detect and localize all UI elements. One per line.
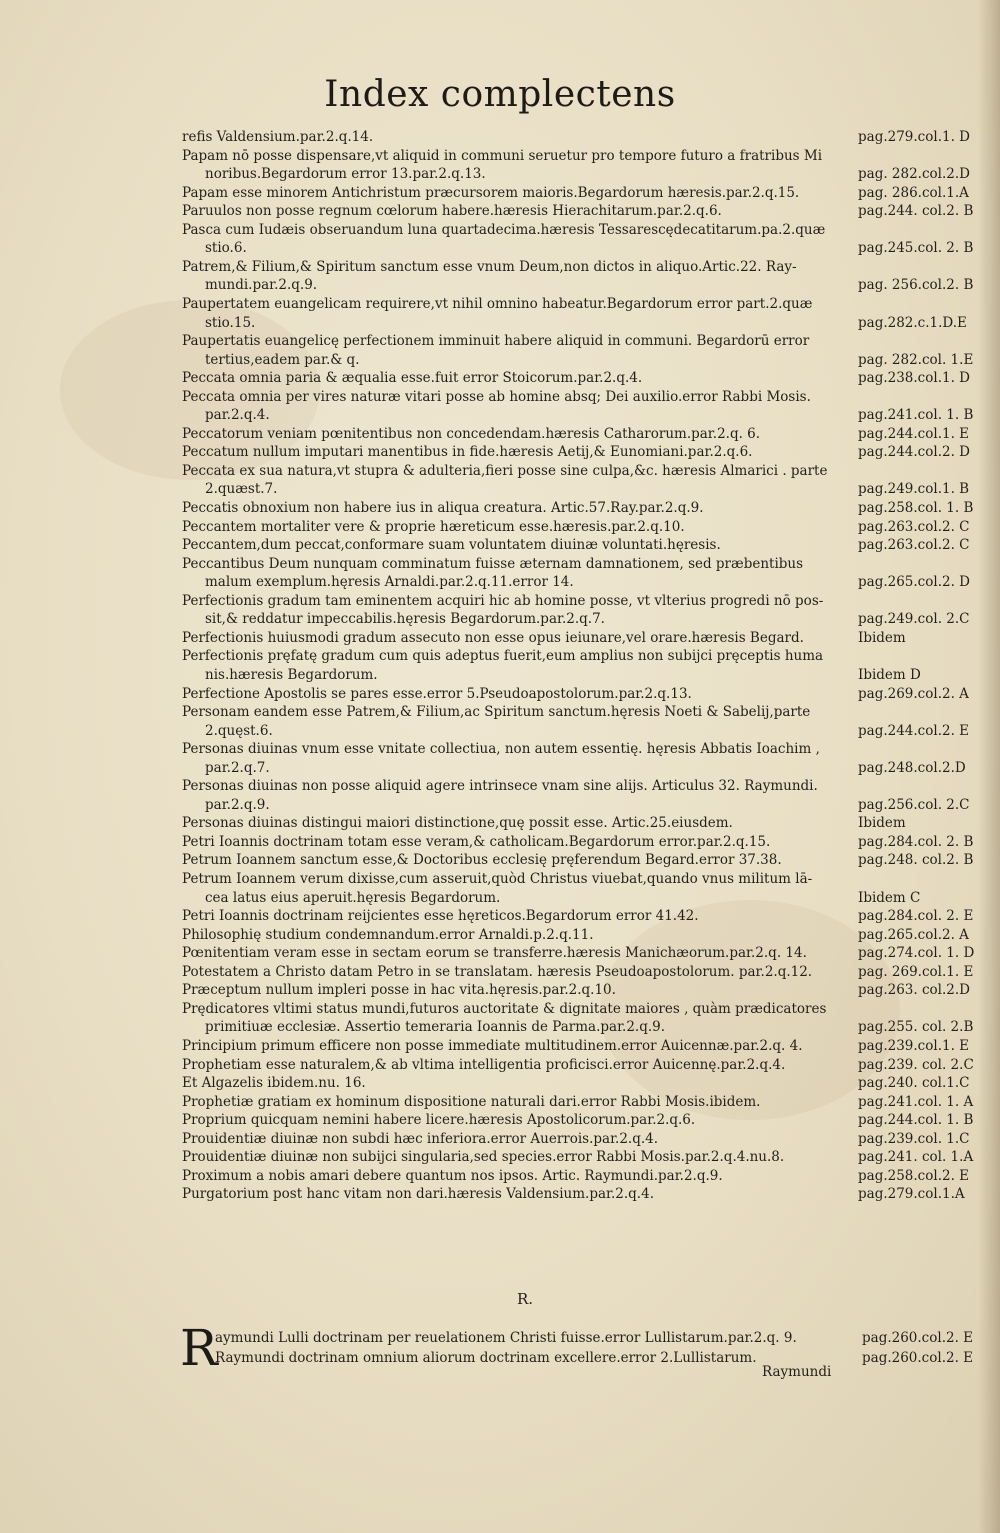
entry-text: Peccantem,dum peccat,conformare suam voluntatem diuinæ voluntati.hęresis. <box>182 537 721 554</box>
entry-text: Petrum Ioannem sanctum esse,& Doctoribus ecclesię pręferendum Begard.error 37.38. <box>182 852 782 869</box>
entry-continuation: par.2.q.7. <box>205 759 270 776</box>
entry-text: Philosophię studium condemnandum.error Arnaldi.p.2.q.11. <box>182 926 594 943</box>
entry-text: Petri Ioannis doctrinam totam esse veram,& catholicam.Begardorum error.par.2.q.15. <box>182 833 771 850</box>
page-reference: pag.239.col. 1.C <box>858 1130 970 1147</box>
page-reference: pag.249.col. 2.C <box>858 611 970 628</box>
entry-text: Peccantem mortaliter vere & proprie hæreticum esse.hæresis.par.2.q.10. <box>182 518 685 535</box>
page-reference: pag.238.col.1. D <box>858 370 970 387</box>
entry-text: Personam eandem esse Patrem,& Filium,ac Spiritum sanctum.hęresis Noeti & Sabelij,parte <box>182 704 811 721</box>
entry-text: Principium primum efficere non posse immediate multitudinem.error Auicennæ.par.2.q. 4. <box>182 1037 803 1054</box>
entry-text: Perfectionis gradum tam eminentem acquiri hic ab homine posse, vt vlterius progredi nō pos- <box>182 592 824 609</box>
entry-text: aymundi Lulli doctrinam per reuelationem Christi fuisse.error Lullistarum.par.2.q. 9. <box>215 1330 797 1346</box>
entry-text: Paupertatis euangelicę perfectionem imminuit habere aliquid in communi. Begardorū error <box>182 333 810 350</box>
page-reference: pag.260.col.2. E <box>862 1350 974 1366</box>
page-reference: pag. 269.col.1. E <box>858 963 974 980</box>
page-reference: Ibidem <box>858 629 906 646</box>
page-reference: pag.284.col. 2. E <box>858 908 974 925</box>
page-reference: pag.241. col. 1.A <box>858 1149 974 1166</box>
entry-continuation: sit,& reddatur impeccabilis.hęresis Begardorum.par.2.q.7. <box>205 611 605 628</box>
page-reference: pag.263.col.2. C <box>858 537 970 554</box>
page-reference: pag.244.col. 1. B <box>858 1112 974 1129</box>
entry-continuation: tertius,eadem par.& q. <box>205 351 360 368</box>
entry-text: Paupertatem euangelicam requirere,vt nihil omnino habeatur.Begardorum error part.2.quæ <box>182 295 813 312</box>
page-reference: pag.245.col. 2. B <box>858 240 974 257</box>
page-reference: pag.248. col.2. B <box>858 852 974 869</box>
page-reference: pag.258.col.2. E <box>858 1167 970 1184</box>
page-reference: pag.249.col.1. B <box>858 481 970 498</box>
entry-text: Prophetiam esse naturalem,& ab vltima intelligentia proficisci.error Auicennę.par.2.q.4. <box>182 1056 786 1073</box>
entry-text: Purgatorium post hanc vitam non dari.hæresis Valdensium.par.2.q.4. <box>182 1186 654 1203</box>
page-reference: pag.239.col.1. E <box>858 1037 970 1054</box>
page-reference: pag.279.col.1.A <box>858 1186 965 1203</box>
entry-text: Pœnitentiam veram esse in sectam eorum se transferre.hæresis Manichæorum.par.2.q. 14. <box>182 945 807 962</box>
page-reference: pag.263. col.2.D <box>858 982 970 999</box>
page-reference: Ibidem C <box>858 889 921 906</box>
entry-text: Peccatorum veniam pœnitentibus non concedendam.hæresis Catharorum.par.2.q. 6. <box>182 425 761 442</box>
entry-continuation: noribus.Begardorum error 13.par.2.q.13. <box>205 166 486 183</box>
entry-continuation: stio.6. <box>205 240 247 257</box>
entry-continuation: nis.hæresis Begardorum. <box>205 666 378 683</box>
entry-text: Prophetiæ gratiam ex hominum dispositione naturali dari.error Rabbi Mosis.ibidem. <box>182 1093 761 1110</box>
entry-text: Papam nō posse dispensare,vt aliquid in communi seruetur pro tempore futuro a fratribus Mi <box>182 147 823 164</box>
entry-text: Petri Ioannis doctrinam reijcientes esse hęreticos.Begardorum error 41.42. <box>182 908 699 925</box>
entry-continuation: 2.quæst.7. <box>205 481 278 498</box>
drop-cap-initial: R <box>180 1319 218 1377</box>
page-reference: pag.282.c.1.D.E <box>858 314 967 331</box>
page-reference: pag. 282.col.2.D <box>858 166 970 183</box>
entry-text: Prędicatores vltimi status mundi,futuros auctoritate & dignitate maiores , quàm prædicatores <box>182 1000 827 1017</box>
entry-continuation: stio.15. <box>205 314 256 331</box>
page-reference: pag. 256.col.2. B <box>858 277 974 294</box>
entry-text: Potestatem a Christo datam Petro in se translatam. hæresis Pseudoapostolorum. par.2.q.12. <box>182 963 813 980</box>
page-reference: pag.263.col.2. C <box>858 518 970 535</box>
page-reference: pag. 286.col.1.A <box>858 184 969 201</box>
entry-continuation: 2.quęst.6. <box>205 722 273 739</box>
entry-text: Peccatum nullum imputari manentibus in fide.hæresis Aetij,& Eunomiani.par.2.q.6. <box>182 444 753 461</box>
page-reference: pag.244.col.1. E <box>858 425 970 442</box>
entry-continuation: par.2.q.4. <box>205 407 270 424</box>
page-reference: Ibidem D <box>858 666 921 683</box>
page-reference: pag.258.col. 1. B <box>858 500 974 516</box>
entry-text: Patrem,& Filium,& Spiritum sanctum esse vnum Deum,non dictos in aliquo.Artic.22. Ray- <box>182 258 797 275</box>
entry-text: Petrum Ioannem verum dixisse,cum asseruit,quòd Christus viuebat,quando vnus militum lā- <box>182 871 813 887</box>
entry-text: Perfectionis pręfatę gradum cum quis adeptus fuerit,eum amplius non subijci pręceptis huma <box>182 648 824 665</box>
section-letter: R. <box>517 1290 534 1308</box>
entry-continuation: malum exemplum.hęresis Arnaldi.par.2.q.11.error 14. <box>205 574 574 591</box>
entry-text: Præceptum nullum impleri posse in hac vita.hęresis.par.2.q.10. <box>182 982 616 999</box>
page-reference: pag.244.col.2. D <box>858 444 970 461</box>
page-reference: pag.241.col. 1. B <box>858 407 974 424</box>
entry-text: Peccata omnia per vires naturæ vitari posse ab homine absq; Dei auxilio.error Rabbi Mosis. <box>182 388 811 405</box>
entry-text: Paruulos non posse regnum cœlorum habere.hæresis Hierachitarum.par.2.q.6. <box>182 203 722 220</box>
page-reference: pag. 282.col. 1.E <box>858 351 974 368</box>
entry-text: Et Algazelis ibidem.nu. 16. <box>182 1075 366 1092</box>
entry-text: Peccata omnia paria & æqualia esse.fuit error Stoicorum.par.2.q.4. <box>182 370 643 387</box>
entry-continuation: mundi.par.2.q.9. <box>205 277 318 294</box>
page-reference: pag.255. col. 2.B <box>858 1019 974 1036</box>
entry-text: Peccatis obnoxium non habere ius in aliqua creatura. Artic.57.Ray.par.2.q.9. <box>182 500 704 516</box>
entry-text: Pasca cum Iudæis obseruandum luna quartadecima.hæresis Tessarescędecatitarum.pa.2.quæ <box>182 221 826 238</box>
entry-text: Personas diuinas non posse aliquid agere intrinsece vnam sine alijs. Articulus 32. Raymundi. <box>182 778 818 795</box>
page-reference: pag.244.col.2. E <box>858 722 970 739</box>
entry-text: Peccantibus Deum nunquam comminatum fuisse æternam damnationem, sed præbentibus <box>182 555 804 572</box>
entry-text: Papam esse minorem Antichristum præcursorem maioris.Begardorum hæresis.par.2.q.15. <box>182 184 800 201</box>
entry-continuation: par.2.q.9. <box>205 796 270 813</box>
page-title: Index complectens <box>324 74 676 115</box>
page-reference: pag.279.col.1. D <box>858 129 970 145</box>
page-reference: Ibidem <box>858 815 906 832</box>
entry-text: Perfectione Apostolis se pares esse.error 5.Pseudoapostolorum.par.2.q.13. <box>182 685 692 702</box>
page-reference: pag.239. col. 2.C <box>858 1056 974 1073</box>
page-reference: pag.265.col.2. D <box>858 574 970 591</box>
entry-text: Peccata ex sua natura,vt stupra & adulteria,fieri posse sine culpa,&c. hæresis Almarici . parte <box>182 462 828 479</box>
page-reference: pag.241.col. 1. A <box>858 1093 974 1110</box>
page-reference: pag.284.col. 2. B <box>858 833 974 850</box>
entry-text: Perfectionis huiusmodi gradum assecuto non esse opus ieiunare,vel orare.hæresis Begard. <box>182 629 804 646</box>
entry-text: Prouidentiæ diuinæ non subdi hæc inferiora.error Auerrois.par.2.q.4. <box>182 1130 659 1147</box>
entry-text: Prouidentiæ diuinæ non subijci singularia,sed species.error Rabbi Mosis.par.2.q.4.nu.8. <box>182 1149 785 1166</box>
entry-continuation: primitiuæ ecclesiæ. Assertio temeraria Ioannis de Parma.par.2.q.9. <box>205 1019 666 1036</box>
page-reference: pag.274.col. 1. D <box>858 945 975 962</box>
page-reference: pag.269.col.2. A <box>858 685 969 702</box>
page-reference: pag.240. col.1.C <box>858 1075 970 1092</box>
entry-text: Personas diuinas vnum esse vnitate collectiua, non autem essentię. hęresis Abbatis Ioachim , <box>182 741 820 758</box>
page-reference: pag.244. col.2. B <box>858 203 974 220</box>
entry-continuation: cea latus eius aperuit.hęresis Begardorum. <box>205 889 501 906</box>
page-edge-shadow <box>978 0 1000 1533</box>
page-reference: pag.265.col.2. A <box>858 926 969 943</box>
entry-text: refis Valdensium.par.2.q.14. <box>182 129 374 145</box>
entry-text: Raymundi doctrinam omnium aliorum doctrinam excellere.error 2.Lullistarum. <box>215 1350 757 1366</box>
page-reference: pag.248.col.2.D <box>858 759 966 776</box>
entry-text: Proprium quicquam nemini habere licere.hæresis Apostolicorum.par.2.q.6. <box>182 1112 696 1129</box>
entry-text: Personas diuinas distingui maiori distinctione,quę possit esse. Artic.25.eiusdem. <box>182 815 733 832</box>
page-reference: pag.256.col. 2.C <box>858 796 970 813</box>
page-reference: pag.260.col.2. E <box>862 1330 974 1346</box>
entry-text: Proximum a nobis amari debere quantum nos ipsos. Artic. Raymundi.par.2.q.9. <box>182 1167 723 1184</box>
catchword: Raymundi <box>762 1364 832 1380</box>
